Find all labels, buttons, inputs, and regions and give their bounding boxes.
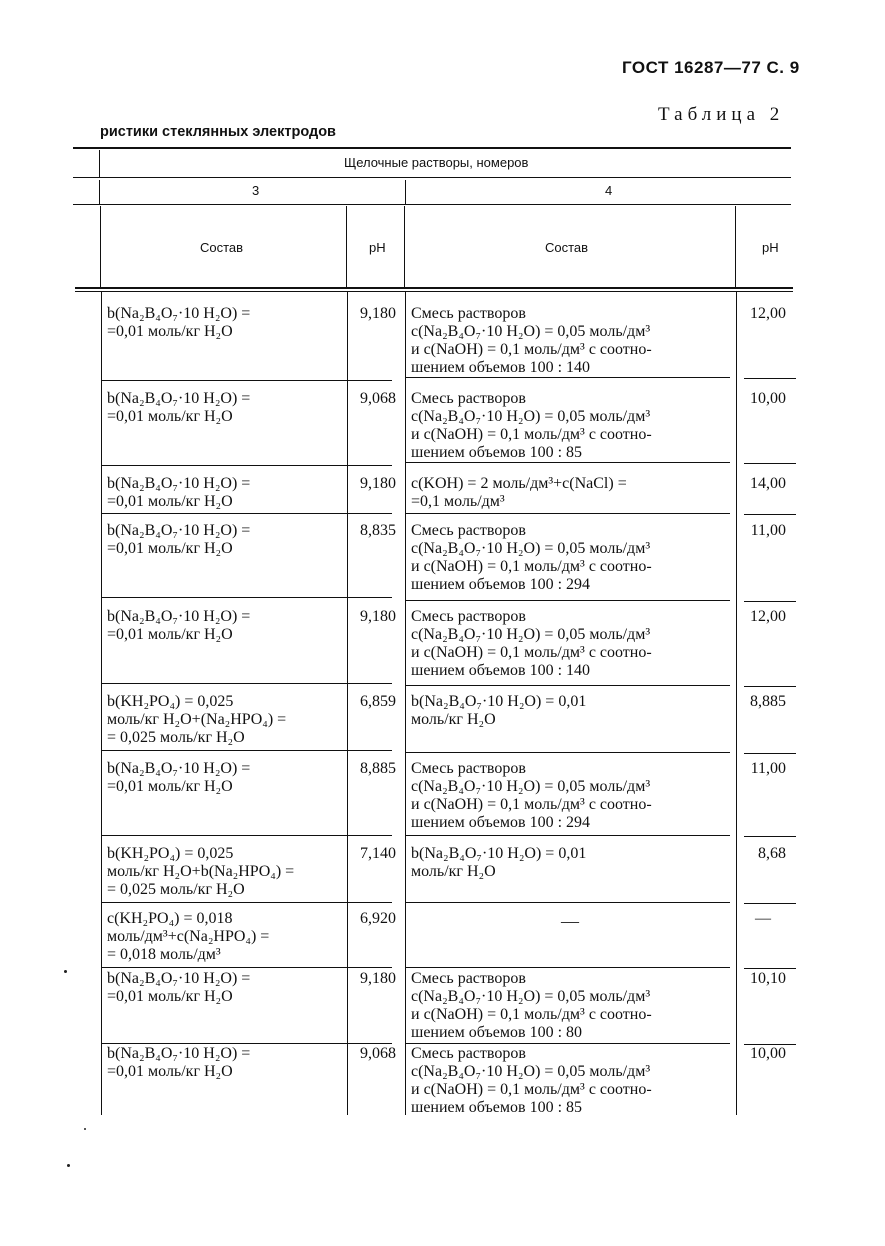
composition-4-line: шением объемов 100 : 80 — [411, 1024, 583, 1041]
composition-4-line: c(Na₂B₄O₇·10 H₂O) = 0,05 моль/дм³ — [411, 323, 651, 340]
table-top-rule — [73, 147, 791, 149]
composition-4-line: =0,1 моль/дм³ — [411, 493, 505, 510]
composition-4-line: и c(NaOH) = 0,1 моль/дм³ с соотно- — [411, 1006, 652, 1023]
composition-4-line: b(Na₂B₄O₇·10 H₂O) = 0,01 — [411, 693, 587, 710]
row-rule-3 — [102, 465, 392, 466]
header-bottom-rule-2 — [75, 291, 793, 292]
composition-3-line: =0,01 моль/кг H₂O — [107, 988, 233, 1005]
composition-4-line: и c(NaOH) = 0,1 моль/дм³ с соотно- — [411, 1081, 652, 1098]
header-ph3-divider — [346, 206, 347, 287]
composition-4-line: моль/кг H₂O — [411, 711, 496, 728]
scan-speck — [64, 970, 67, 973]
header-left-border — [99, 150, 100, 178]
col-header-composition-3: Состав — [200, 240, 244, 255]
header-bottom-rule — [75, 287, 793, 289]
row-rule-ph4 — [744, 463, 796, 464]
row-rule-3 — [102, 380, 392, 381]
composition-4-line: Смесь растворов — [411, 1045, 526, 1062]
composition-3-line: =0,01 моль/кг H₂O — [107, 493, 233, 510]
header-left-border-3 — [100, 206, 101, 287]
row-rule-3 — [102, 1043, 392, 1044]
row-rule-4 — [406, 462, 730, 463]
table-caption: ристики стеклянных электродов — [100, 124, 336, 140]
row-rule-4 — [406, 600, 730, 601]
ph-3-value: 9,180 — [360, 608, 396, 625]
table-label: Таблица 2 — [658, 104, 785, 125]
composition-4-line: моль/кг H₂O — [411, 863, 496, 880]
body-group-divider — [405, 292, 406, 1115]
header-left-border-2 — [99, 180, 100, 204]
composition-4-line: и c(NaOH) = 0,1 моль/дм³ с соотно- — [411, 796, 652, 813]
standard-designation: ГОСТ 16287—77 С. 9 — [622, 58, 800, 77]
ph-4-value: — — [755, 910, 771, 927]
col-header-composition-4: Состав — [545, 240, 589, 255]
composition-4-line: шением объемов 100 : 294 — [411, 814, 591, 831]
ph-3-value: 8,885 — [360, 760, 396, 777]
ph-3-value: 9,180 — [360, 475, 396, 492]
group-number-4: 4 — [605, 183, 613, 198]
row-rule-3 — [102, 513, 392, 514]
composition-4-line: Смесь растворов — [411, 390, 526, 407]
body-ph4-divider — [736, 292, 737, 1115]
composition-3-line: b(Na₂B₄O₇·10 H₂O) = — [107, 970, 251, 987]
row-rule-4 — [406, 835, 730, 836]
row-rule-ph4 — [744, 514, 796, 515]
composition-3-line: b(Na₂B₄O₇·10 H₂O) = — [107, 760, 251, 777]
row-rule-4 — [406, 967, 730, 968]
ph-4-value: 10,10 — [750, 970, 786, 987]
composition-3-line: =0,01 моль/кг H₂O — [107, 1063, 233, 1080]
composition-4-line: b(Na₂B₄O₇·10 H₂O) = 0,01 — [411, 845, 587, 862]
composition-3-line: =0,01 моль/кг H₂O — [107, 323, 233, 340]
composition-4-line: c(Na₂B₄O₇·10 H₂O) = 0,05 моль/дм³ — [411, 540, 651, 557]
row-rule-3 — [102, 750, 392, 751]
composition-3-line: b(Na₂B₄O₇·10 H₂O) = — [107, 1045, 251, 1062]
composition-3-line: =0,01 моль/кг H₂O — [107, 408, 233, 425]
composition-3-line: = 0,025 моль/кг H₂O — [107, 881, 245, 898]
composition-3-line: =0,01 моль/кг H₂O — [107, 778, 233, 795]
ph-4-value: 8,68 — [758, 845, 786, 862]
row-rule-4 — [406, 752, 730, 753]
composition-3-line: c(KH₂PO₄) = 0,018 — [107, 910, 233, 927]
scan-speck — [67, 1164, 70, 1167]
scan-speck — [84, 1128, 86, 1130]
header-group-divider — [404, 206, 405, 287]
ph-3-value: 9,180 — [360, 305, 396, 322]
composition-4-line: c(Na₂B₄O₇·10 H₂O) = 0,05 моль/дм³ — [411, 1063, 651, 1080]
composition-3-line: b(Na₂B₄O₇·10 H₂O) = — [107, 608, 251, 625]
ph-4-value: 11,00 — [750, 522, 786, 539]
composition-3-line: моль/кг H₂O+b(Na₂HPO₄) = — [107, 863, 295, 880]
ph-4-value: 11,00 — [750, 760, 786, 777]
composition-4-line: c(Na₂B₄O₇·10 H₂O) = 0,05 моль/дм³ — [411, 408, 651, 425]
group-header: Щелочные растворы, номеров — [344, 155, 529, 170]
composition-4-line: и c(NaOH) = 0,1 моль/дм³ с соотно- — [411, 341, 652, 358]
body-ph3-divider — [347, 292, 348, 1115]
composition-4-line: шением объемов 100 : 140 — [411, 359, 591, 376]
ph-3-value: 7,140 — [360, 845, 396, 862]
group-divider — [405, 180, 406, 205]
ph-3-value: 6,859 — [360, 693, 396, 710]
row-rule-ph4 — [744, 836, 796, 837]
composition-4-line: и c(NaOH) = 0,1 моль/дм³ с соотно- — [411, 558, 652, 575]
body-left-border — [101, 292, 102, 1115]
composition-3-line: b(Na₂B₄O₇·10 H₂O) = — [107, 522, 251, 539]
composition-3-line: = 0,018 моль/дм³ — [107, 946, 221, 963]
col-header-ph-4: pH — [762, 240, 779, 255]
row-rule-3 — [102, 597, 392, 598]
ph-4-value: 12,00 — [750, 305, 786, 322]
ph-3-value: 8,835 — [360, 522, 396, 539]
ph-4-value: 14,00 — [750, 475, 786, 492]
row-rule-4 — [406, 1043, 730, 1044]
row-rule-4 — [406, 685, 730, 686]
composition-4-line: Смесь растворов — [411, 760, 526, 777]
composition-4-line: Смесь растворов — [411, 608, 526, 625]
composition-4-line: Смесь растворов — [411, 305, 526, 322]
row-rule-4 — [406, 513, 730, 514]
header-ph4-divider — [735, 206, 736, 287]
row-rule-4 — [406, 902, 730, 903]
row-rule-4 — [406, 377, 730, 378]
row-rule-ph4 — [744, 753, 796, 754]
row-rule-3 — [102, 835, 392, 836]
composition-3-line: b(KH₂PO₄) = 0,025 — [107, 693, 234, 710]
composition-4-dash: — — [561, 911, 579, 931]
row-rule-3 — [102, 683, 392, 684]
ph-4-value: 12,00 — [750, 608, 786, 625]
composition-4-line: шением объемов 100 : 140 — [411, 662, 591, 679]
composition-4-line: и c(NaOH) = 0,1 моль/дм³ с соотно- — [411, 644, 652, 661]
composition-4-line: c(Na₂B₄O₇·10 H₂O) = 0,05 моль/дм³ — [411, 988, 651, 1005]
ph-3-value: 9,068 — [360, 1045, 396, 1062]
composition-4-line: шением объемов 100 : 85 — [411, 444, 583, 461]
composition-3-line: моль/кг H₂O+(Na₂HPO₄) = — [107, 711, 287, 728]
col-header-ph-3: pH — [369, 240, 386, 255]
composition-4-line: и c(NaOH) = 0,1 моль/дм³ с соотно- — [411, 426, 652, 443]
composition-3-line: моль/дм³+c(Na₂HPO₄) = — [107, 928, 270, 945]
row-rule-ph4 — [744, 378, 796, 379]
composition-4-line: c(Na₂B₄O₇·10 H₂O) = 0,05 моль/дм³ — [411, 778, 651, 795]
row-rule-3 — [102, 902, 392, 903]
composition-4-line: шением объемов 100 : 294 — [411, 576, 591, 593]
ph-4-value: 10,00 — [750, 1045, 786, 1062]
row-rule-ph4 — [744, 601, 796, 602]
composition-3-line: =0,01 моль/кг H₂O — [107, 626, 233, 643]
group-number-3: 3 — [252, 183, 260, 198]
row-rule-ph4 — [744, 968, 796, 969]
composition-3-line: b(Na₂B₄O₇·10 H₂O) = — [107, 475, 251, 492]
composition-4-line: c(Na₂B₄O₇·10 H₂O) = 0,05 моль/дм³ — [411, 626, 651, 643]
row-rule-ph4 — [744, 686, 796, 687]
ph-3-value: 6,920 — [360, 910, 396, 927]
ph-4-value: 10,00 — [750, 390, 786, 407]
composition-4-line: Смесь растворов — [411, 970, 526, 987]
row-rule-ph4 — [744, 903, 796, 904]
composition-4-line: Смесь растворов — [411, 522, 526, 539]
number-row-rule — [73, 204, 791, 205]
composition-3-line: = 0,025 моль/кг H₂O — [107, 729, 245, 746]
composition-3-line: =0,01 моль/кг H₂O — [107, 540, 233, 557]
composition-3-line: b(Na₂B₄O₇·10 H₂O) = — [107, 390, 251, 407]
composition-4-line: c(KOH) = 2 моль/дм³+c(NaCl) = — [411, 475, 627, 492]
composition-3-line: b(KH₂PO₄) = 0,025 — [107, 845, 234, 862]
ph-4-value: 8,885 — [750, 693, 786, 710]
composition-3-line: b(Na₂B₄O₇·10 H₂O) = — [107, 305, 251, 322]
composition-4-line: шением объемов 100 : 85 — [411, 1099, 583, 1116]
ph-3-value: 9,068 — [360, 390, 396, 407]
group-header-rule — [73, 177, 791, 178]
ph-3-value: 9,180 — [360, 970, 396, 987]
row-rule-3 — [102, 967, 392, 968]
